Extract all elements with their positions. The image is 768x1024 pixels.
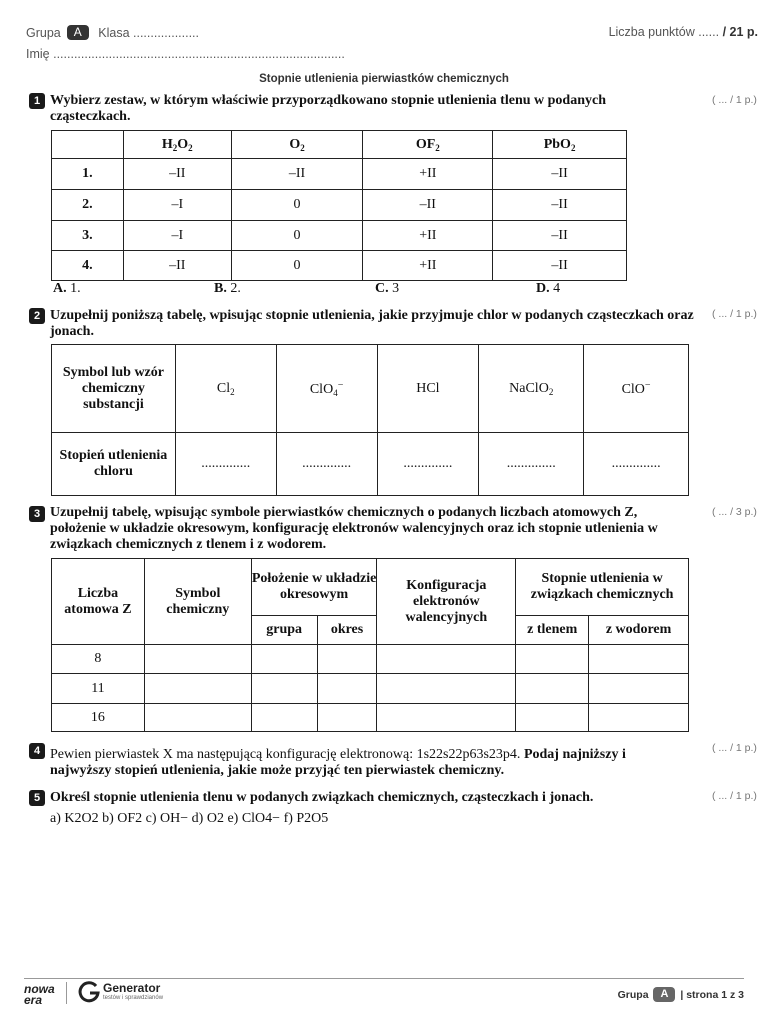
table-row	[52, 159, 627, 190]
answer-option-c[interactable]	[375, 281, 399, 297]
question-1-table	[51, 130, 627, 281]
name-field	[26, 47, 345, 61]
question-3-text: Uzupełnij tabelę, wpisując symbole pierwiastków chemicznych o podanych liczbach atomowych Z, położenie w układzie okresowym, konfigurację elektronów walencyjnych oraz ich stopnie utlenienia w związkach chemicznych z tlenem i z wodorem.	[50, 505, 658, 552]
points-label: Liczba punktów	[608, 25, 695, 39]
list-item: c) OH−	[145, 811, 189, 826]
generator-g-icon	[78, 981, 100, 1003]
table-row	[52, 190, 627, 221]
question-4-intro: Pewien pierwiastek X ma następującą konfigurację elektronową: 1s22s22p63s23p4.	[50, 747, 521, 762]
answer-cell[interactable]	[144, 645, 251, 674]
answer-letter: A.	[53, 281, 67, 296]
answer-option-a[interactable]	[53, 281, 81, 297]
footer-group-badge: A	[653, 987, 675, 1002]
question-5-points: ( ... / 1 p.)	[712, 790, 757, 802]
points-total: / 21 p.	[722, 25, 758, 39]
answer-cell[interactable]	[251, 645, 317, 674]
subcolumn-header: okres	[317, 616, 377, 645]
answer-value: 2.	[230, 281, 241, 296]
answer-letter: D.	[536, 281, 550, 296]
answer-cell[interactable]	[317, 704, 377, 732]
answer-blank[interactable]: ..............	[584, 433, 689, 496]
table-cell: –I	[123, 190, 231, 221]
table-row	[52, 645, 689, 674]
row-label: 2.	[52, 190, 124, 221]
table-cell: +II	[363, 221, 493, 251]
footer-group-label: Grupa	[617, 989, 649, 1001]
table-cell: –II	[493, 190, 627, 221]
answer-blank[interactable]: ..............	[377, 433, 479, 496]
table-cell: –I	[123, 221, 231, 251]
table-cell: 0	[231, 221, 363, 251]
class-label: Klasa	[98, 26, 130, 40]
answer-cell[interactable]	[377, 704, 516, 732]
row-label: 3.	[52, 221, 124, 251]
question-2-table	[51, 344, 689, 496]
answer-cell[interactable]	[144, 674, 251, 704]
atomic-number-cell: 11	[52, 674, 145, 704]
table-corner	[52, 131, 124, 159]
answer-cell[interactable]	[589, 704, 689, 732]
question-1-text: Wybierz zestaw, w którym właściwie przyporządkowano stopnie utlenienia tlenu w podanych cząsteczkach.	[50, 93, 606, 124]
list-item: b) OF2	[102, 811, 143, 826]
name-label: Imię	[26, 47, 50, 61]
answer-blank[interactable]: ..............	[276, 433, 377, 496]
question-number: 2	[29, 308, 45, 324]
column-header: $O_2$	[231, 131, 363, 159]
list-item: f) P2O5	[283, 811, 329, 826]
question-2-text: Uzupełnij poniższą tabelę, wpisując stopnie utlenienia, jakie przyjmuje chlor w podanych cząsteczkach oraz jonach.	[50, 308, 694, 339]
table-row	[52, 251, 627, 281]
row-header: Symbol lub wzór chemiczny substancji	[52, 345, 176, 433]
list-item: e) ClO4−	[227, 811, 281, 826]
substance-cell: HCl	[377, 345, 479, 433]
question-4-points: ( ... / 1 p.)	[712, 742, 757, 754]
list-item: a) K2O2	[50, 811, 99, 826]
answer-cell[interactable]	[589, 645, 689, 674]
question-4-task: Podaj najniższy i najwyższy stopień utlenienia, jakie może przyjąć ten pierwiastek chemiczny.	[50, 747, 626, 778]
column-header: Liczba atomowa Z	[52, 559, 145, 645]
substance-cell: NaClO$_2$	[479, 345, 584, 433]
subcolumn-header: z wodorem	[589, 616, 689, 645]
answer-cell[interactable]	[516, 674, 589, 704]
column-header: PbO$_2$	[493, 131, 627, 159]
table-cell: 0	[231, 251, 363, 281]
column-header: $H_2O_2$	[123, 131, 231, 159]
group-field	[26, 25, 199, 40]
answer-option-d[interactable]	[536, 281, 560, 297]
column-header: $OF_2$	[363, 131, 493, 159]
answer-value: 3	[392, 281, 400, 296]
question-number: 4	[29, 743, 45, 759]
row-header: Stopień utlenienia chloru	[52, 433, 176, 496]
answer-cell[interactable]	[377, 674, 516, 704]
column-header: Stopnie utlenienia w związkach chemicznych	[516, 559, 689, 616]
table-cell: –II	[493, 159, 627, 190]
group-badge: A	[67, 25, 89, 40]
class-input-line[interactable]: ...................	[133, 26, 200, 40]
answer-letter: C.	[375, 281, 389, 296]
points-field	[609, 25, 758, 39]
atomic-number-cell: 16	[52, 704, 145, 732]
answer-blank[interactable]: ..............	[479, 433, 584, 496]
table-cell: –II	[363, 190, 493, 221]
name-input-line[interactable]: ....................................................................................	[53, 47, 345, 61]
generator-title: Generator	[103, 981, 161, 995]
subcolumn-header: z tlenem	[516, 616, 589, 645]
page-indicator	[618, 987, 744, 1002]
logo-divider	[66, 982, 67, 1004]
footer-divider	[24, 978, 744, 979]
answer-cell[interactable]	[144, 704, 251, 732]
substance-cell: ClO$_4$−	[276, 345, 377, 433]
table-row	[52, 221, 627, 251]
answer-value: 1.	[70, 281, 81, 296]
answer-cell[interactable]	[251, 704, 317, 732]
table-row	[52, 704, 689, 732]
row-label: 1.	[52, 159, 124, 190]
table-cell: +II	[363, 159, 493, 190]
table-cell: –II	[123, 251, 231, 281]
column-header: Położenie w układzie okresowym	[251, 559, 377, 616]
nowa-era-logo: nowa era	[24, 982, 55, 1007]
question-number: 1	[29, 93, 45, 109]
answer-cell[interactable]	[251, 674, 317, 704]
answer-cell[interactable]	[317, 645, 377, 674]
footer-page-text: | strona 1 z 3	[680, 989, 744, 1001]
table-cell: –II	[493, 221, 627, 251]
answer-blank[interactable]: ..............	[175, 433, 276, 496]
row-label: 4.	[52, 251, 124, 281]
question-3-table	[51, 558, 689, 732]
question-2-points: ( ... / 1 p.)	[712, 308, 757, 320]
answer-value: 4	[553, 281, 561, 296]
substance-cell: ClO−	[584, 345, 689, 433]
table-row	[52, 674, 689, 704]
generator-subtitle: testów i sprawdzianów	[103, 995, 164, 1001]
question-4-text	[50, 747, 690, 779]
question-number: 3	[29, 506, 45, 522]
question-5-items	[50, 811, 328, 827]
substance-cell: $Cl_2$	[175, 345, 276, 433]
answer-cell[interactable]	[317, 674, 377, 704]
group-label: Grupa	[26, 26, 61, 40]
table-cell: –II	[231, 159, 363, 190]
list-item: d) O2	[191, 811, 224, 826]
column-header: Konfiguracja elektronów walencyjnych	[377, 559, 516, 645]
answer-option-b[interactable]	[214, 281, 241, 297]
question-number: 5	[29, 790, 45, 806]
answer-cell[interactable]	[377, 645, 516, 674]
atomic-number-cell: 8	[52, 645, 145, 674]
subcolumn-header: grupa	[251, 616, 317, 645]
answer-cell[interactable]	[589, 674, 689, 704]
answer-cell[interactable]	[516, 645, 589, 674]
question-5-text: Określ stopnie utlenienia tlenu w podanych związkach chemicznych, cząsteczkach i jonach.	[50, 790, 594, 805]
points-input-line[interactable]: ......	[698, 25, 720, 39]
answer-cell[interactable]	[516, 704, 589, 732]
column-header: Symbol chemiczny	[144, 559, 251, 645]
table-cell: –II	[123, 159, 231, 190]
table-cell: +II	[363, 251, 493, 281]
table-cell: 0	[231, 190, 363, 221]
answer-letter: B.	[214, 281, 227, 296]
question-3-points: ( ... / 3 p.)	[712, 506, 757, 518]
question-1-points: ( ... / 1 p.)	[712, 94, 757, 106]
page-title: Stopnie utlenienia pierwiastków chemicznych	[259, 73, 509, 85]
table-cell: –II	[493, 251, 627, 281]
